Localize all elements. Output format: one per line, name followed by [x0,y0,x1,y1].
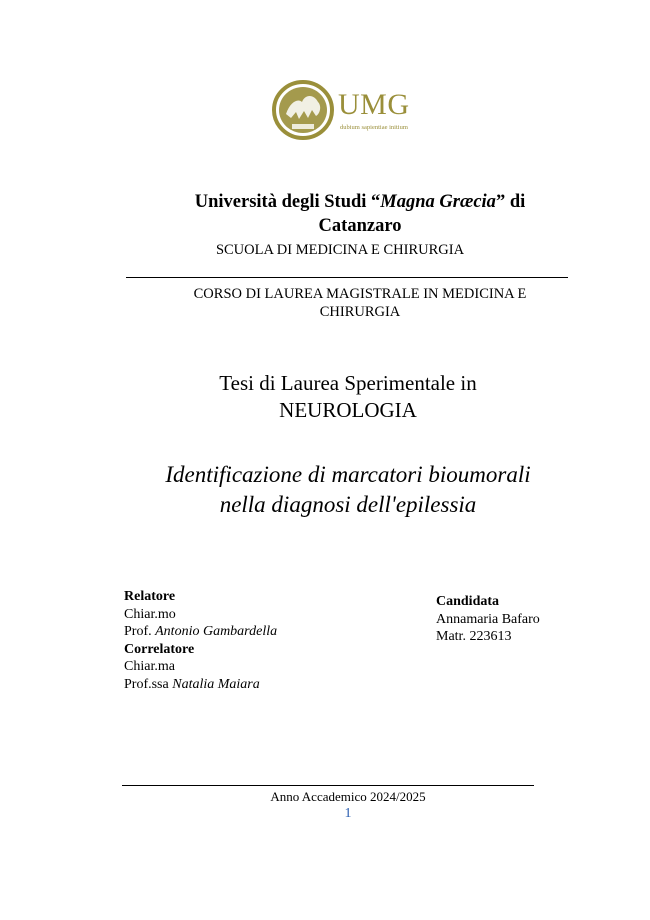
thesis-type [148,370,548,424]
university-name-suffix: ” di [495,192,526,212]
candidata-label: Candidata [436,594,500,609]
relatore-title: Chiar.mo [124,606,176,622]
course-line-1: CORSO DI LAUREA MAGISTRALE IN MEDICINA E [193,286,527,302]
relatore-prefix: Prof. [124,624,156,639]
university-name-italic: Magna Græcia [380,192,496,212]
correlatore-title: Chiar.ma [124,659,175,674]
university-city: Catanzaro [318,216,402,236]
footer-divider [122,785,534,786]
correlatore-name: Natalia Maiara [172,676,260,692]
relatore-name: Antonio Gambardella [155,624,278,639]
candidate-block [436,593,626,646]
correlatore-label: Correlatore [124,641,195,657]
thesis-title [118,460,578,520]
candidata-matricola: Matr. 223613 [436,629,512,644]
correlatore-prefix: Prof.ssa [124,676,173,692]
supervisors-block [124,588,354,693]
university-logo [272,80,432,140]
thesis-subject: NEUROLOGIA [279,398,417,422]
relatore-label: Relatore [124,589,176,604]
school-name: SCUOLA DI MEDICINA E CHIRURGIA [215,242,465,258]
university-seal-icon [272,80,334,140]
candidata-name: Annamaria Bafaro [436,611,540,627]
academic-year: Anno Accademico 2024/2025 [270,789,426,804]
correlatore-name-line [124,676,354,694]
logo-motto: dubium sapientiae initium [340,124,408,131]
thesis-type-line: Tesi di Laurea Sperimentale in [219,371,477,395]
university-name-prefix: Università degli Studi “ [194,192,381,212]
header-divider [126,277,568,278]
course-name [150,285,570,321]
thesis-title-line-1: Identificazione di marcatori bioumorali [165,462,531,487]
logo-brand-text: UMG [338,88,410,121]
thesis-title-line-2: nella diagnosi dell'epilessia [219,492,477,517]
university-name [150,190,570,238]
course-line-2: CHIRURGIA [319,304,401,320]
page-number: 1 [344,806,352,821]
relatore-name-line [124,623,354,641]
